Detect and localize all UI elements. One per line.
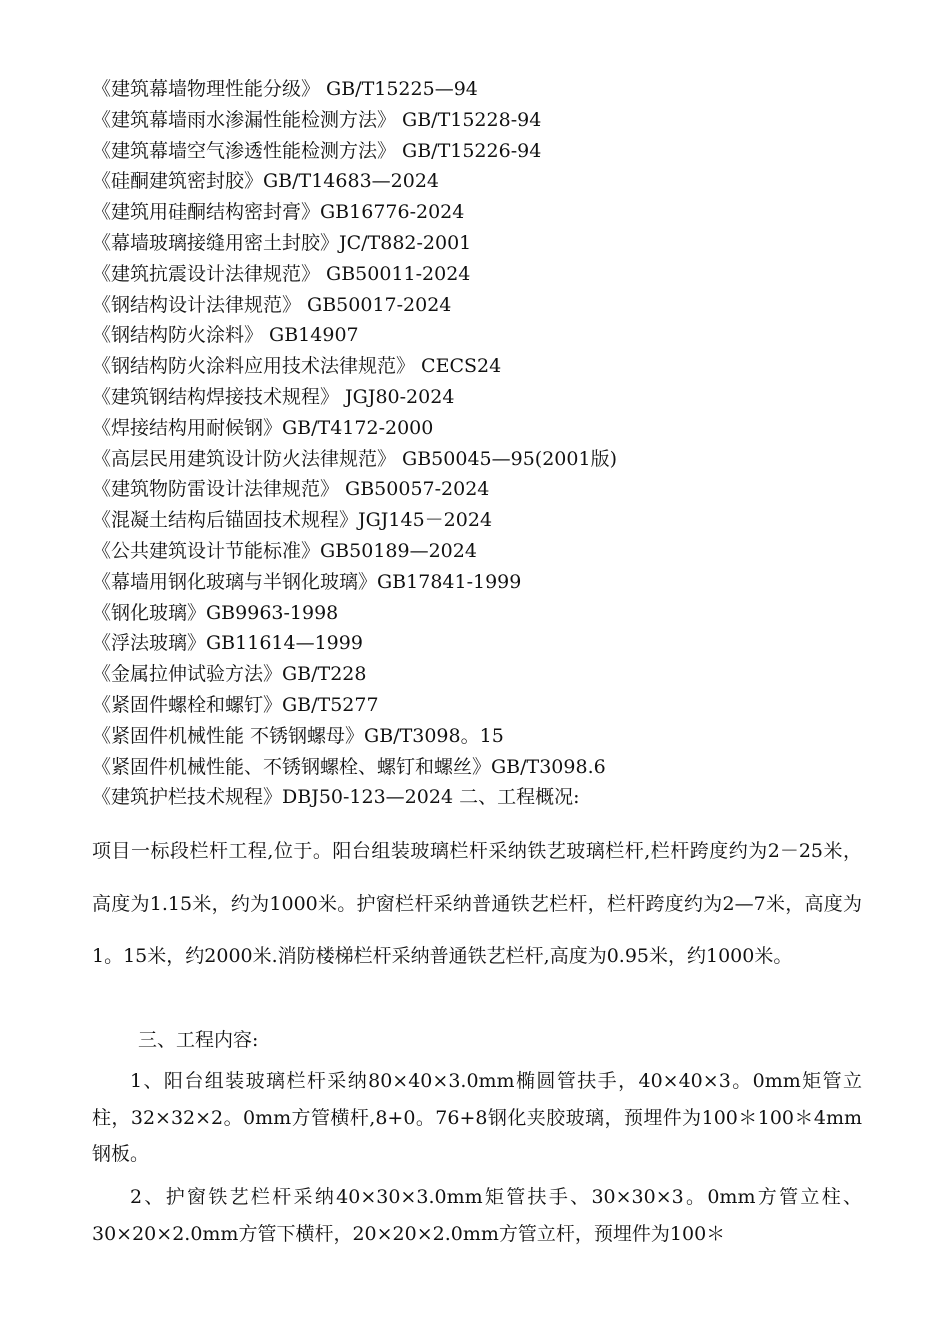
standards-list: [92, 74, 892, 813]
standard-item: 《混凝土结构后锚固技术规程》JGJ145－2024: [92, 509, 493, 532]
standard-item: 《焊接结构用耐候钢》GB/T4172-2000: [92, 416, 434, 439]
section-heading-work-content: 三、工程内容:: [138, 1029, 259, 1051]
standard-item: 《钢结构设计法律规范》 GB50017-2024: [92, 293, 452, 316]
content-item-window-railing: 2、护窗铁艺栏杆采纳40×30×3.0mm矩管扶手、30×30×3。0mm方管立柱、30×20×2.0mm方管下横杆，20×20×2.0mm方管立杆，预埋件为100＊: [92, 1186, 862, 1245]
standard-item: 《建筑用硅酮结构密封膏》GB16776-2024: [92, 201, 465, 224]
standard-item: 《建筑幕墙雨水渗漏性能检测方法》 GB/T15228-94: [92, 108, 542, 131]
standard-item: 《建筑抗震设计法律规范》 GB50011-2024: [92, 262, 471, 285]
standard-item: 《建筑护栏技术规程》DBJ50-123—2024 二、工程概况:: [92, 786, 580, 809]
standard-item: 《幕墙用钢化玻璃与半钢化玻璃》GB17841-1999: [92, 570, 522, 593]
standard-item: 《公共建筑设计节能标准》GB50189—2024: [92, 539, 477, 562]
project-overview-paragraph: 项目一标段栏杆工程,位于。阳台组装玻璃栏杆采纳铁艺玻璃栏杆,栏杆跨度约为2－25米，高度为1.15米，约为1000米。护窗栏杆采纳普通铁艺栏杆，栏杆跨度约为2—7米，高度为1。15米，约2000米.消防楼梯栏杆采纳普通铁艺栏杆,高度为0.95米，约1000米。: [92, 840, 862, 968]
standard-item: 《高层民用建筑设计防火法律规范》 GB50045—95(2001版): [92, 447, 617, 470]
standard-item: 《建筑钢结构焊接技术规程》 JGJ80-2024: [92, 385, 455, 408]
standard-item: 《浮法玻璃》GB11614—1999: [92, 632, 363, 655]
standard-item: 《钢结构防火涂料应用技术法律规范》 CECS24: [92, 355, 502, 378]
standard-item: 《建筑幕墙物理性能分级》 GB/T15225—94: [92, 78, 478, 100]
standard-item: 《硅酮建筑密封胶》GB/T14683—2024: [92, 170, 440, 193]
standard-item: 《金属拉伸试验方法》GB/T228: [92, 663, 367, 686]
standard-item: 《钢化玻璃》GB9963-1998: [92, 601, 339, 624]
standard-item: 《建筑物防雷设计法律规范》 GB50057-2024: [92, 478, 490, 501]
standard-item: 《钢结构防火涂料》 GB14907: [92, 324, 359, 347]
standard-item: 《紧固件螺栓和螺钉》GB/T5277: [92, 693, 379, 716]
content-item-balcony-railing: 1、阳台组装玻璃栏杆采纳80×40×3.0mm椭圆管扶手，40×40×3。0mm矩管立柱，32×32×2。0mm方管横杆,8+0。76+8钢化夹胶玻璃，预埋件为100＊100＊4mm钢板。: [92, 1070, 862, 1165]
standard-item: 《紧固件机械性能、不锈钢螺栓、螺钉和螺丝》GB/T3098.6: [92, 755, 606, 778]
standard-item: 《幕墙玻璃接缝用密土封胶》JC/T882-2001: [92, 231, 472, 254]
standard-item: 《紧固件机械性能 不锈钢螺母》GB/T3098。15: [92, 724, 504, 747]
standard-item: 《建筑幕墙空气渗透性能检测方法》 GB/T15226-94: [92, 139, 542, 162]
